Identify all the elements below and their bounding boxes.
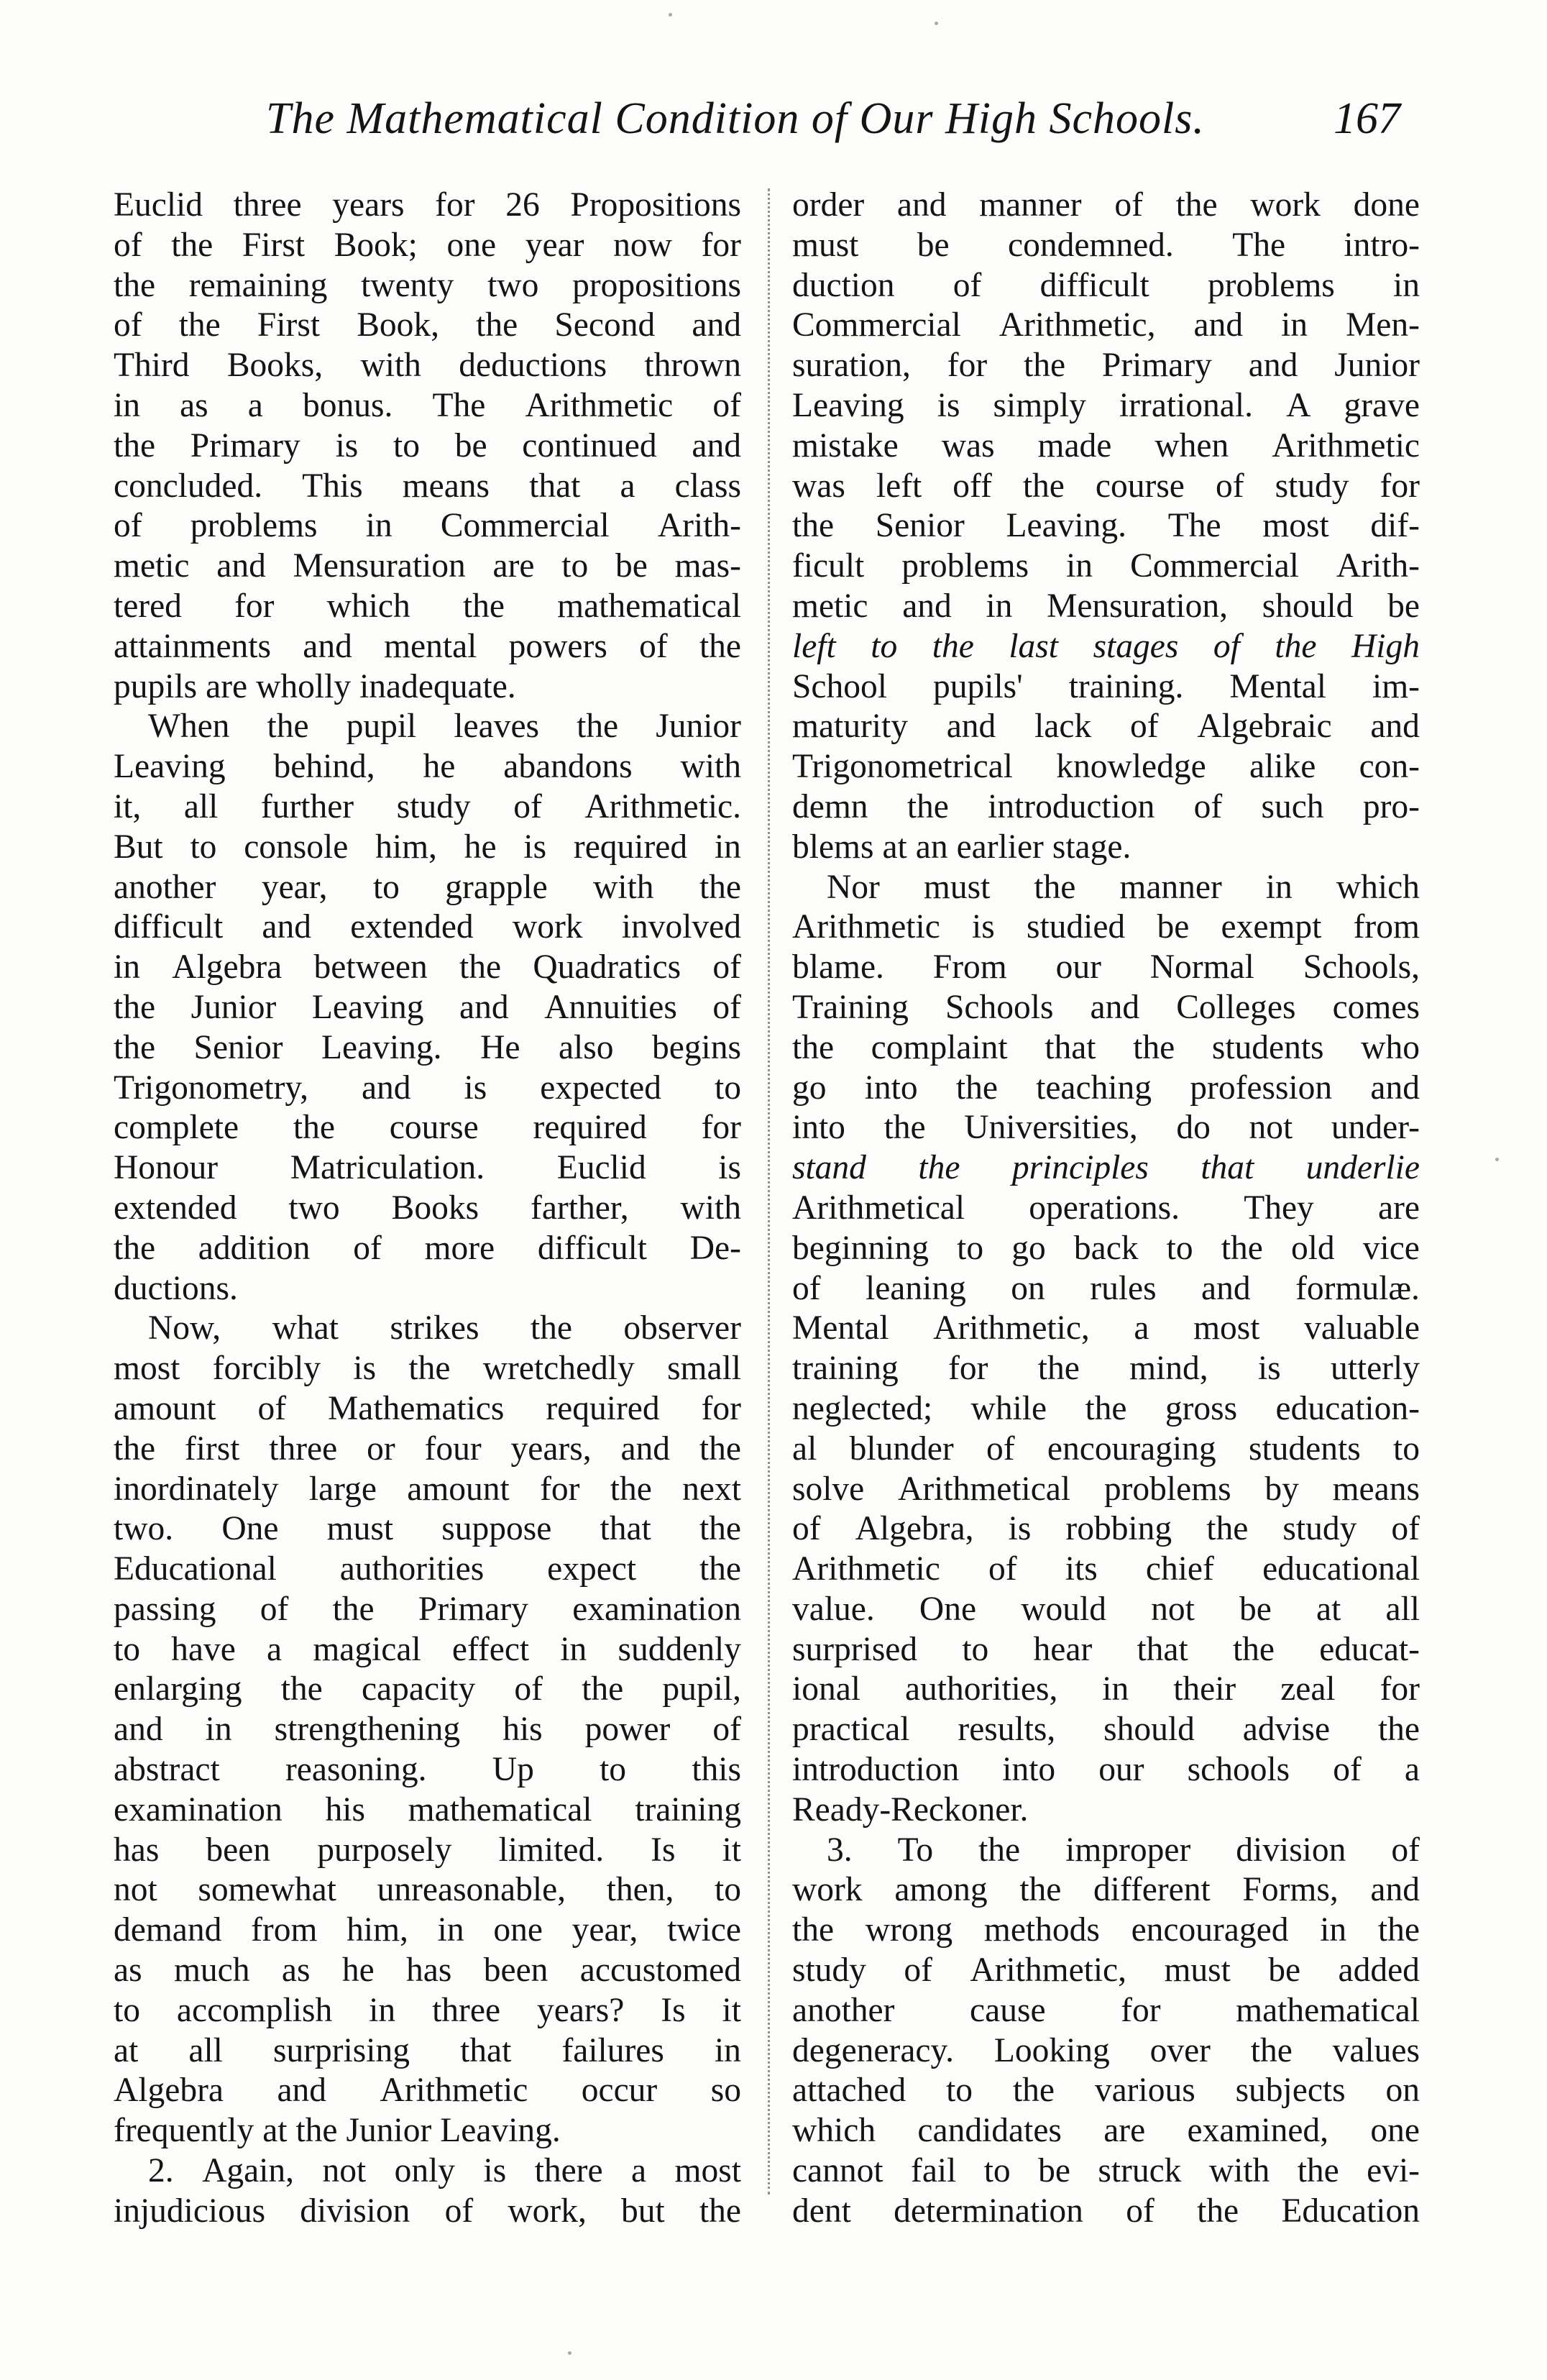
scan-speck	[935, 22, 938, 25]
text-line: cannot fail to be struck with the evi-	[792, 2152, 1420, 2190]
text-line: Commercial Arithmetic, and in Men-	[792, 306, 1420, 344]
text-line: abstract reasoning. Up to this	[114, 1751, 741, 1789]
text-line: the first three or four years, and the	[114, 1429, 741, 1468]
text-line: Arithmetic of its chief educational	[792, 1550, 1420, 1588]
text-line: When the pupil leaves the Junior	[148, 708, 741, 746]
text-line: two. One must suppose that the	[114, 1510, 741, 1548]
text-line: inordinately large amount for the next	[114, 1470, 741, 1508]
text-line: stand the principles that underlie	[792, 1149, 1420, 1187]
text-line: Third Books, with deductions thrown	[114, 347, 741, 385]
text-line: mistake was made when Arithmetic	[792, 426, 1420, 464]
text-line: neglected; while the gross education-	[792, 1389, 1420, 1427]
text-line: Ready-Reckoner.	[792, 1790, 1029, 1829]
text-line: must be condemned. The intro-	[792, 226, 1420, 264]
text-line: blems at an earlier stage.	[792, 828, 1131, 866]
text-line: attainments and mental powers of the	[114, 627, 741, 665]
text-line: maturity and lack of Algebraic and	[792, 708, 1420, 746]
text-line: the remaining twenty two propositions	[114, 266, 741, 304]
text-line: training for the mind, is utterly	[792, 1350, 1420, 1388]
text-line: the Junior Leaving and Annuities of	[114, 988, 741, 1026]
text-line: suration, for the Primary and Junior	[792, 347, 1420, 385]
text-line: of the First Book; one year now for	[114, 226, 741, 264]
text-line: has been purposely limited. Is it	[114, 1831, 741, 1869]
text-line: another cause for mathematical	[792, 1991, 1420, 2029]
text-line: was left off the course of study for	[792, 467, 1420, 505]
text-line: most forcibly is the wretchedly small	[114, 1350, 741, 1388]
text-line: injudicious division of work, but the	[114, 2192, 741, 2230]
text-line: demand from him, in one year, twice	[114, 1911, 741, 1949]
text-line: order and manner of the work done	[792, 186, 1420, 224]
text-line: demn the introduction of such pro-	[792, 787, 1420, 825]
text-line: work among the different Forms, and	[792, 1871, 1420, 1909]
text-line: go into the teaching profession and	[792, 1068, 1420, 1107]
text-line: But to console him, he is required in	[114, 828, 741, 866]
text-line: Mental Arithmetic, a most valuable	[792, 1309, 1420, 1347]
text-line: 3. To the improper division of	[827, 1831, 1420, 1869]
text-line: of Algebra, is robbing the study of	[792, 1510, 1420, 1548]
text-line: 2. Again, not only is there a most	[148, 2152, 741, 2190]
text-line: pupils are wholly inadequate.	[114, 667, 516, 705]
text-line: Training Schools and Colleges comes	[792, 988, 1420, 1026]
text-line: as much as he has been accustomed	[114, 1951, 741, 1990]
text-line: of problems in Commercial Arith-	[114, 507, 741, 545]
text-line: degeneracy. Looking over the values	[792, 2031, 1420, 2069]
text-line: value. One would not be at all	[792, 1590, 1420, 1628]
text-line: Euclid three years for 26 Propositions	[114, 186, 741, 224]
text-line: enlarging the capacity of the pupil,	[114, 1670, 741, 1708]
text-line: duction of difficult problems in	[792, 266, 1420, 304]
text-line: ductions.	[114, 1269, 238, 1307]
scan-speck	[1495, 1158, 1499, 1161]
text-line: Honour Matriculation. Euclid is	[114, 1149, 741, 1187]
text-line: Nor must the manner in which	[827, 868, 1420, 906]
text-line: to have a magical effect in suddenly	[114, 1630, 741, 1668]
text-line: complete the course required for	[114, 1109, 741, 1147]
text-line: of the First Book, the Second and	[114, 306, 741, 344]
text-line: the Primary is to be continued and	[114, 426, 741, 464]
text-line: the complaint that the students who	[792, 1028, 1420, 1066]
text-line: tered for which the mathematical	[114, 587, 741, 625]
text-line: metic and in Mensuration, should be	[792, 587, 1420, 625]
text-line: examination his mathematical training	[114, 1790, 741, 1829]
text-line: left to the last stages of the High	[792, 627, 1420, 665]
text-line: in Algebra between the Quadratics of	[114, 948, 741, 987]
text-line: practical results, should advise the	[792, 1711, 1420, 1749]
text-line: dent determination of the Education	[792, 2192, 1420, 2230]
running-header	[0, 86, 1547, 151]
text-line: blame. From our Normal Schools,	[792, 948, 1420, 987]
text-line: the Senior Leaving. He also begins	[114, 1028, 741, 1066]
text-line: Algebra and Arithmetic occur so	[114, 2072, 741, 2110]
text-line: metic and Mensuration are to be mas-	[114, 547, 741, 585]
text-line: into the Universities, do not under-	[792, 1109, 1420, 1147]
text-line: study of Arithmetic, must be added	[792, 1951, 1420, 1990]
text-line: al blunder of encouraging students to	[792, 1429, 1420, 1468]
text-line: Trigonometry, and is expected to	[114, 1068, 741, 1107]
text-line: beginning to go back to the old vice	[792, 1229, 1420, 1267]
text-line: Trigonometrical knowledge alike con-	[792, 748, 1420, 786]
text-line: of leaning on rules and formulæ.	[792, 1269, 1420, 1307]
text-line: Educational authorities expect the	[114, 1550, 741, 1588]
text-line: Leaving behind, he abandons with	[114, 748, 741, 786]
scan-speck	[669, 13, 672, 17]
text-line: not somewhat unreasonable, then, to	[114, 1871, 741, 1909]
text-line: the addition of more difficult De-	[114, 1229, 741, 1267]
text-line: which candidates are examined, one	[792, 2112, 1420, 2150]
text-line: difficult and extended work involved	[114, 908, 741, 946]
text-line: Arithmetical operations. They are	[792, 1189, 1420, 1227]
page-number: 167	[1333, 94, 1400, 143]
text-line: concluded. This means that a class	[114, 467, 741, 505]
text-line: frequently at the Junior Leaving.	[114, 2112, 561, 2150]
text-line: Arithmetic is studied be exempt from	[792, 908, 1420, 946]
column-divider	[768, 188, 770, 2194]
running-title: The Mathematical Condition of Our High Schools.	[266, 94, 1205, 143]
text-line: in as a bonus. The Arithmetic of	[114, 386, 741, 424]
text-line: School pupils' training. Mental im-	[792, 667, 1420, 705]
text-line: another year, to grapple with the	[114, 868, 741, 906]
right-column	[792, 186, 1420, 2232]
text-line: at all surprising that failures in	[114, 2031, 741, 2069]
text-line: Leaving is simply irrational. A grave	[792, 386, 1420, 424]
text-line: ficult problems in Commercial Arith-	[792, 547, 1420, 585]
text-line: surprised to hear that the educat-	[792, 1630, 1420, 1668]
left-column	[114, 186, 741, 2232]
text-line: the wrong methods encouraged in the	[792, 1911, 1420, 1949]
text-line: to accomplish in three years? Is it	[114, 1991, 741, 2029]
text-line: amount of Mathematics required for	[114, 1389, 741, 1427]
text-line: Now, what strikes the observer	[148, 1309, 741, 1347]
text-line: passing of the Primary examination	[114, 1590, 741, 1628]
text-line: it, all further study of Arithmetic.	[114, 787, 741, 825]
text-line: introduction into our schools of a	[792, 1751, 1420, 1789]
text-line: ional authorities, in their zeal for	[792, 1670, 1420, 1708]
scan-speck	[568, 2351, 571, 2355]
text-line: extended two Books farther, with	[114, 1189, 741, 1227]
text-line: attached to the various subjects on	[792, 2072, 1420, 2110]
text-line: the Senior Leaving. The most dif-	[792, 507, 1420, 545]
text-line: solve Arithmetical problems by means	[792, 1470, 1420, 1508]
text-line: and in strengthening his power of	[114, 1711, 741, 1749]
